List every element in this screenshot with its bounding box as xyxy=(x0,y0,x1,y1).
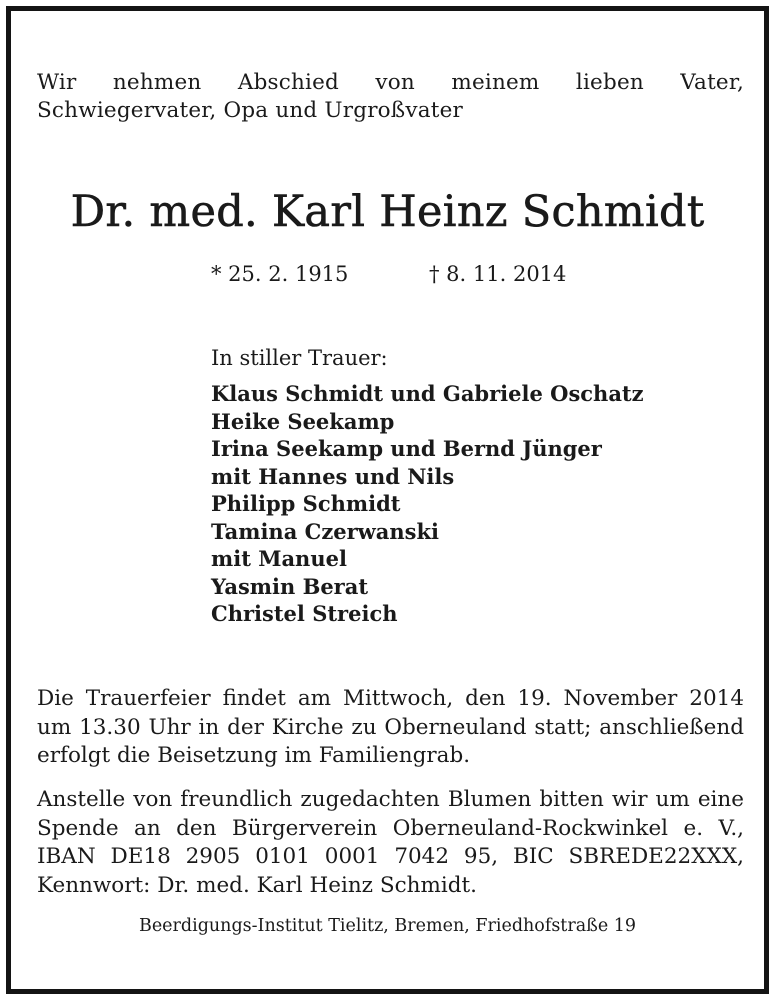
mourner-item: Yasmin Berat xyxy=(211,573,369,599)
mourner-item: mit Manuel xyxy=(211,546,347,571)
obituary-frame xyxy=(6,6,769,994)
mourning-label: In stiller Trauer: xyxy=(211,346,388,370)
mourner-item: Irina Seekamp und Bernd Jünger xyxy=(211,436,602,461)
mourner-item: Tamina Czerwanski xyxy=(211,518,439,544)
funeral-home-footer: Beerdigungs-Institut Tielitz, Bremen, Friedhofstraße 19 xyxy=(138,916,637,936)
mourners-list xyxy=(211,380,644,628)
mourner-item: Heike Seekamp xyxy=(211,408,395,434)
mourner-item: Christel Streich xyxy=(211,601,398,626)
mourner-item: Klaus Schmidt und Gabriele Oschatz xyxy=(211,381,644,406)
birth-date: * 25. 2. 1915 xyxy=(211,262,349,286)
donation-notice: Anstelle von freundlich zugedachten Blumen bitten wir um eine Spende an den Bürgerverein Oberneuland-Rockwinkel e. V., IBAN DE18 2905 0101 0001 7042 95, BIC SBREDE22XXX, Kennwort: Dr. med. Karl Heinz Schmidt. xyxy=(37,787,744,898)
funeral-notice: Die Trauerfeier findet am Mittwoch, den 19. November 2014 um 13.30 Uhr in der Kirche zu Oberneuland statt; anschließend erfolgt die Beisetzung im Familiengrab. xyxy=(37,686,744,768)
mourner-item: mit Hannes und Nils xyxy=(211,463,455,489)
deceased-name: Dr. med. Karl Heinz Schmidt xyxy=(70,187,705,237)
mourner-item: Philipp Schmidt xyxy=(211,491,401,516)
intro-text: Wir nehmen Abschied von meinem lieben Vater, Schwiegervater, Opa und Urgroßvater xyxy=(37,70,744,123)
death-date: † 8. 11. 2014 xyxy=(429,262,567,286)
